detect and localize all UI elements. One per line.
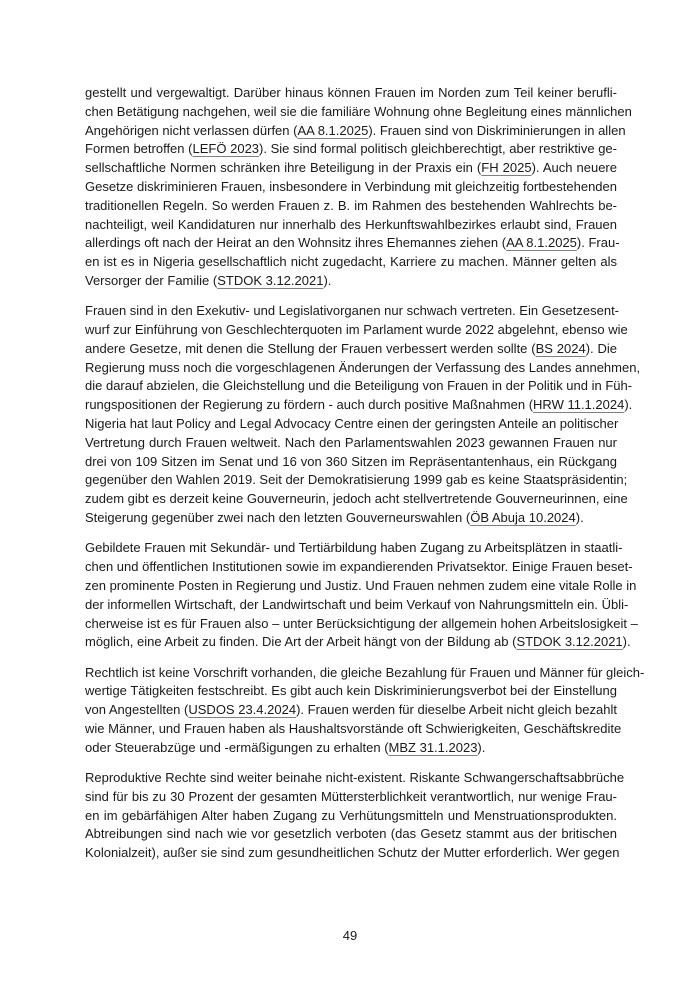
text: wurf zur Einführung von Geschlechterquoten im Parlament wurde 2022 abgelehnt, ebenso wie	[85, 322, 628, 338]
text-line	[85, 122, 626, 141]
text-line	[85, 302, 620, 321]
paragraph	[85, 84, 632, 291]
text: ). Frauen sind von Diskriminierungen in allen	[368, 122, 626, 138]
text: andere Gesetze, mit denen die Stellung der Frauen verbessert werden sollte (	[85, 340, 536, 356]
document-body	[85, 84, 645, 875]
text: ).	[477, 739, 486, 755]
text: sind für bis zu 30 Prozent der gesamten Müttersterblichkeit verantwortlich, nur wenige Frau-	[85, 788, 617, 804]
text-line	[85, 103, 632, 122]
text-line	[85, 396, 633, 415]
citation-link[interactable]: AA 8.1.2025	[506, 235, 577, 251]
paragraph	[85, 664, 645, 758]
text: nachteiligt, weil Kandidaturen nur innerhalb des Herkunftswahlbezirkes erlaubt sind, Frauen	[85, 216, 617, 232]
text-line	[85, 140, 617, 159]
text: en ist es in Nigeria gesellschaftlich nicht zugedacht, Karriere zu machen. Männer gelten als	[85, 254, 617, 270]
text: von Angestellten (	[85, 702, 189, 718]
text-line	[85, 253, 617, 272]
text: Gesetze diskriminieren Frauen, insbesondere in Verbindung mit gleichzeitig fortbestehenden	[85, 178, 617, 194]
text-line	[85, 539, 623, 558]
text-line	[85, 739, 617, 758]
text: wertige Tätigkeiten festschreibt. Es gibt auch kein Diskriminierungsverbot bei der Einstellung	[85, 683, 617, 699]
citation-link[interactable]: ÖB Abuja 10.2024	[470, 510, 576, 526]
citation-link[interactable]: STDOK 3.12.2021	[516, 634, 623, 650]
text: Regierung muss noch die vorgeschlagenen Änderungen der Verfassung des Landes annehmen,	[85, 359, 641, 375]
citation-link[interactable]: STDOK 3.12.2021	[217, 272, 324, 288]
text-line	[85, 471, 628, 490]
text-line	[85, 720, 622, 739]
text: oder Steuerabzüge und -ermäßigungen zu erhalten (	[85, 739, 389, 755]
text: Rechtlich ist keine Vorschrift vorhanden, die gleiche Bezahlung für Frauen und Männer für gleich-	[85, 664, 645, 680]
text-line	[85, 701, 617, 720]
text: rungspositionen der Regierung zu fördern - auch durch positive Maßnahmen (	[85, 397, 534, 413]
text-line	[85, 84, 617, 103]
text-line	[85, 490, 628, 509]
text: chen und öffentlichen Institutionen sowie im expandierenden Privatsektor. Einige Frauen beset-	[85, 559, 633, 575]
text-line	[85, 825, 617, 844]
text-line	[85, 453, 617, 472]
text: en im gebärfähigen Alter haben Zugang zu Verhütungsmitteln und Menstruationsprodukten.	[85, 807, 617, 823]
text-line	[85, 769, 625, 788]
text: Frauen sind in den Exekutiv- und Legislativorganen nur schwach vertreten. Ein Gesetzesent-	[85, 303, 620, 319]
text: wie Männer, und Frauen haben als Haushaltsvorstände oft Schwierigkeiten, Geschäftskredite	[85, 721, 622, 736]
text-line	[85, 577, 637, 596]
text: cherweise ist es für Frauen also – unter Berücksichtigung der allgemein hohen Arbeitslosigkeit –	[85, 615, 638, 631]
text-line	[85, 234, 620, 253]
text-line	[85, 359, 641, 378]
page-number: 49	[342, 928, 358, 943]
text: Reproduktive Rechte sind weiter beinahe nicht-existent. Riskante Schwangerschaftsabbrüche	[85, 770, 625, 786]
text: möglich, eine Arbeit zu finden. Die Art der Arbeit hängt von der Bildung ab (	[85, 634, 517, 650]
citation-link[interactable]: MBZ 31.1.2023	[388, 739, 478, 755]
paragraph	[85, 302, 641, 528]
text-line	[85, 596, 629, 615]
text: ). Die	[585, 340, 617, 356]
text-line	[85, 558, 633, 577]
text-line	[85, 682, 617, 701]
citation-link[interactable]: USDOS 23.4.2024	[188, 702, 297, 718]
text: Nigeria hat laut Policy and Legal Advocacy Centre einen der geringsten Anteile an politischer	[85, 416, 619, 432]
text: allerdings oft nach der Heirat an den Wohnsitz ihres Ehemannes ziehen (	[85, 235, 507, 251]
text: Vertretung durch Frauen weltweit. Nach den Parlamentswahlen 2023 gewannen Frauen nur	[85, 434, 617, 450]
text: Abtreibungen sind nach wie vor gesetzlich verboten (das Gesetz stammt aus der britischen	[85, 826, 617, 842]
text-line	[85, 664, 645, 683]
text: Gebildete Frauen mit Sekundär- und Tertiärbildung haben Zugang zu Arbeitsplätzen in staatli-	[85, 540, 623, 556]
text-line	[85, 159, 617, 178]
text: chen Betätigung nachgehen, weil sie die familiäre Wohnung ohne Begleitung eines männlichen	[85, 103, 632, 119]
text: ).	[323, 272, 332, 288]
text: ). Frauen werden für dieselbe Arbeit nicht gleich bezahlt	[296, 702, 617, 718]
text: ).	[624, 397, 633, 413]
citation-link[interactable]: AA 8.1.2025	[297, 122, 369, 138]
text-line	[85, 377, 633, 396]
text-line	[85, 272, 617, 291]
text-line	[85, 197, 617, 216]
text: gestellt und vergewaltigt. Darüber hinaus können Frauen im Norden zum Teil keiner berufli-	[85, 85, 617, 100]
text: zen prominente Posten in Regierung und Justiz. Und Frauen nehmen zudem eine vitale Rolle in	[85, 577, 637, 593]
text: ).	[575, 510, 584, 526]
citation-link[interactable]: HRW 11.1.2024	[533, 397, 625, 413]
text: ). Frau-	[576, 235, 620, 251]
text: sellschaftliche Normen schränken ihre Beteiligung in der Praxis ein (	[85, 160, 482, 176]
text-line	[85, 321, 628, 340]
text-line	[85, 434, 617, 453]
text: gegenüber den Wahlen 2019. Seit der Demokratisierung 1999 gab es keine Staatspräsidentin;	[85, 472, 628, 488]
text-line	[85, 340, 617, 359]
text: ).	[622, 634, 631, 650]
text: Kolonialzeit), außer sie sind zum gesundheitlichen Schutz der Mutter erforderlich. Wer gegen	[85, 845, 620, 861]
text: zudem gibt es derzeit keine Gouverneurin, jedoch acht stellvertretende Gouverneurinnen, eine	[85, 491, 628, 507]
text: drei von 109 Sitzen im Senat und 16 von 360 Sitzen im Repräsentantenhaus, ein Rückgang	[85, 453, 617, 469]
text-line	[85, 807, 617, 826]
text-line	[85, 615, 638, 634]
citation-link[interactable]: LEFÖ 2023	[192, 141, 260, 157]
paragraph	[85, 539, 638, 652]
text-line	[85, 844, 620, 863]
text: Versorger der Familie (	[85, 272, 218, 288]
text: ). Auch neuere	[531, 160, 617, 176]
text-line	[85, 509, 617, 528]
paragraph	[85, 769, 625, 863]
text: Steigerung gegenüber zwei nach den letzten Gouverneurswahlen (	[85, 510, 471, 526]
text: Formen betroffen (	[85, 141, 193, 157]
text-line	[85, 633, 631, 652]
text-line	[85, 178, 617, 197]
text: die darauf abzielen, die Gleichstellung und die Beteiligung von Frauen in der Politik und in Füh-	[85, 378, 633, 394]
text-line	[85, 415, 617, 434]
text: traditionellen Regeln. So werden Frauen z. B. im Rahmen des bestehenden Wahlrechts be-	[85, 197, 617, 213]
text: der informellen Wirtschaft, der Landwirtschaft und beim Verkauf von Nahrungsmitteln ein. Übli-	[85, 596, 629, 612]
citation-link[interactable]: BS 2024	[535, 340, 586, 356]
text: Angehörigen nicht verlassen dürfen (	[85, 122, 298, 138]
text: ). Sie sind formal politisch gleichberechtigt, aber restriktive ge-	[259, 141, 617, 157]
text-line	[85, 788, 617, 807]
text-line	[85, 216, 617, 235]
citation-link[interactable]: FH 2025	[481, 160, 532, 176]
